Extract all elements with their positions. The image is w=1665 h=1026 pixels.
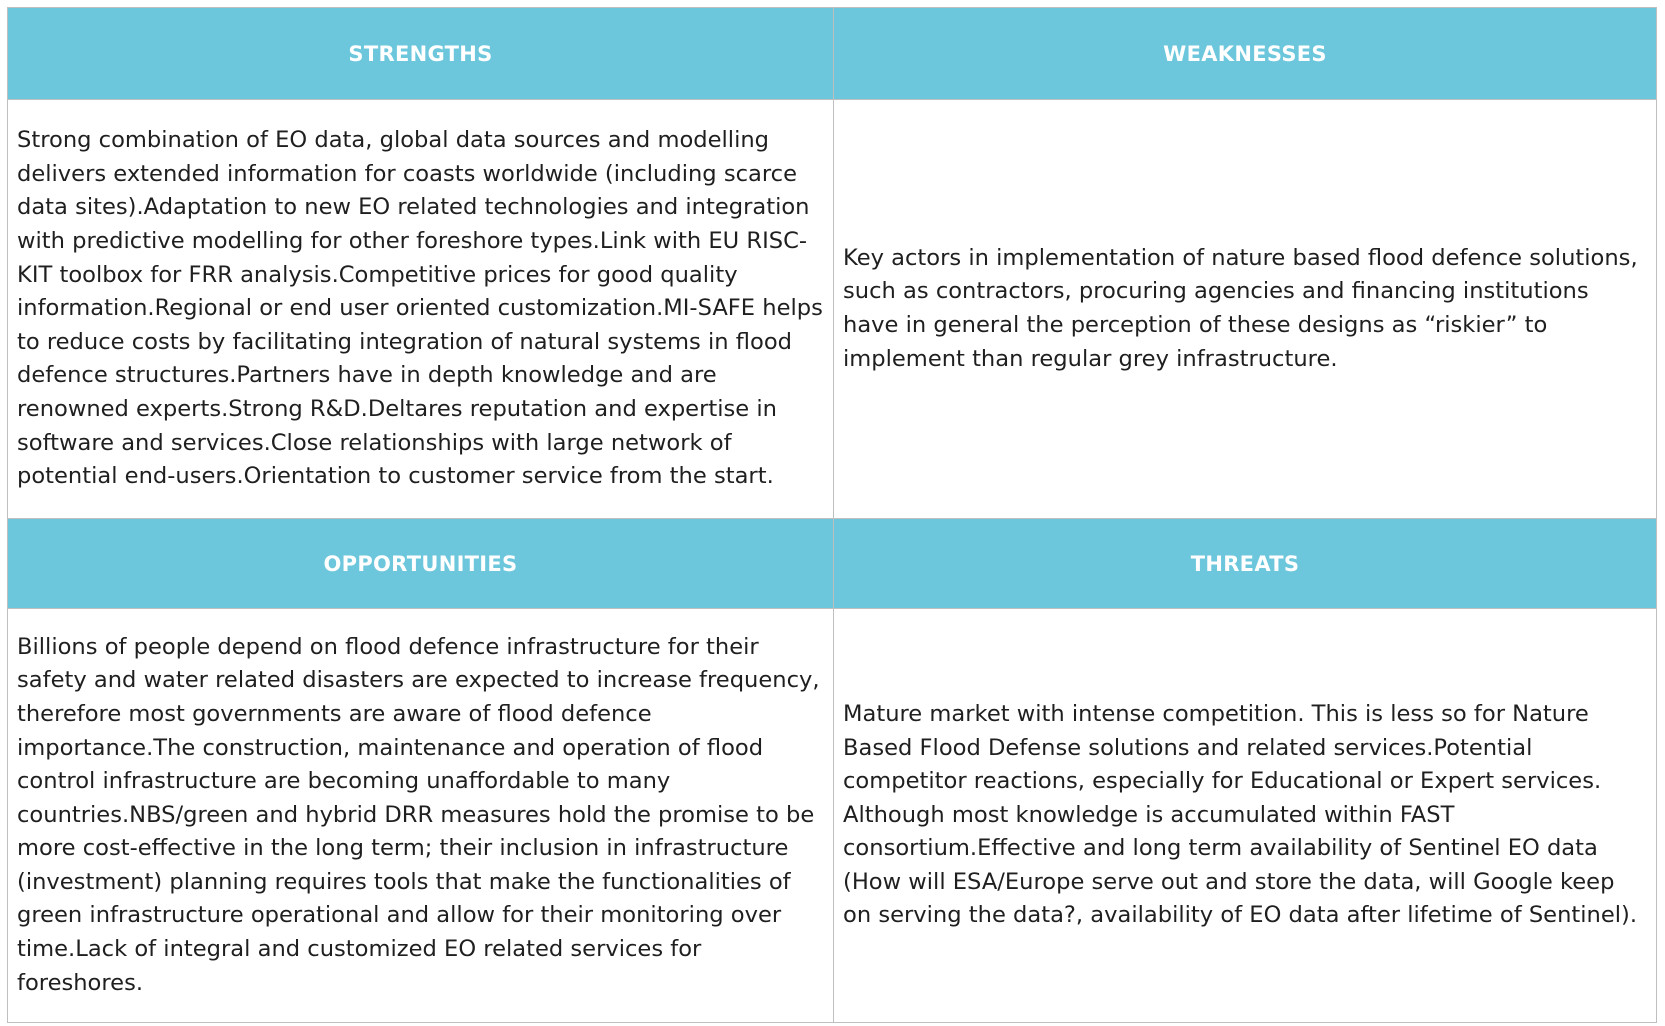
swot-header-row-top (8, 8, 1657, 100)
swot-body-row-top (8, 100, 1657, 519)
weaknesses-text: Key actors in implementation of nature based flood defence solutions, such as contractors, procuring agencies and financing institutions have in general the perception of these designs as “riskier” to implement than regular grey infrastructure. (843, 244, 1638, 372)
opportunities-cell (8, 609, 834, 1023)
opportunities-header: OPPORTUNITIES (8, 519, 834, 609)
swot-body-row-bottom (8, 609, 1657, 1023)
weaknesses-cell (834, 100, 1657, 519)
threats-text: Mature market with intense competition. This is less so for Nature Based Flood Defense solutions and related services.Potential competitor reactions, especially for Educational or Expert services. Although most knowledge is accumulated within FAST consortium.Effective and long term availability of Sentinel EO data (How will ESA/Europe serve out and store the data, will Google keep on serving the data?, availability of EO data after lifetime of Sentinel). (843, 700, 1638, 929)
swot-table (7, 7, 1657, 1023)
swot-header-row-bottom (8, 519, 1657, 609)
opportunities-text: Billions of people depend on flood defence infrastructure for their safety and water related disasters are expected to increase frequency, therefore most governments are aware of flood defence importance.The construction, maintenance and operation of flood control infrastructure are becoming unaffordable to many countries.NBS/green and hybrid DRR measures hold the promise to be more cost-effective in the long term; their inclusion in infrastructure (investment) planning requires tools that make the functionalities of green infrastructure operational and allow for their monitoring over time.Lack of integral and customized EO related services for foreshores. (17, 633, 820, 996)
strengths-header: STRENGTHS (8, 8, 834, 100)
threats-header: THREATS (834, 519, 1657, 609)
strengths-cell (8, 100, 834, 519)
threats-cell (834, 609, 1657, 1023)
weaknesses-header: WEAKNESSES (834, 8, 1657, 100)
strengths-text: Strong combination of EO data, global data sources and modelling delivers extended information for coasts worldwide (including scarce data sites).Adaptation to new EO related technologies and integration with predictive modelling for other foreshore types.Link with EU RISC-KIT toolbox for FRR analysis.Competitive prices for good quality information.Regional or end user oriented customization.MI-SAFE helps to reduce costs by facilitating integration of natural systems in flood defence structures.Partners have in depth knowledge and are renowned experts.Strong R&D.Deltares reputation and expertise in software and services.Close relationships with large network of potential end-users.Orientation to customer service from the start. (17, 127, 823, 490)
